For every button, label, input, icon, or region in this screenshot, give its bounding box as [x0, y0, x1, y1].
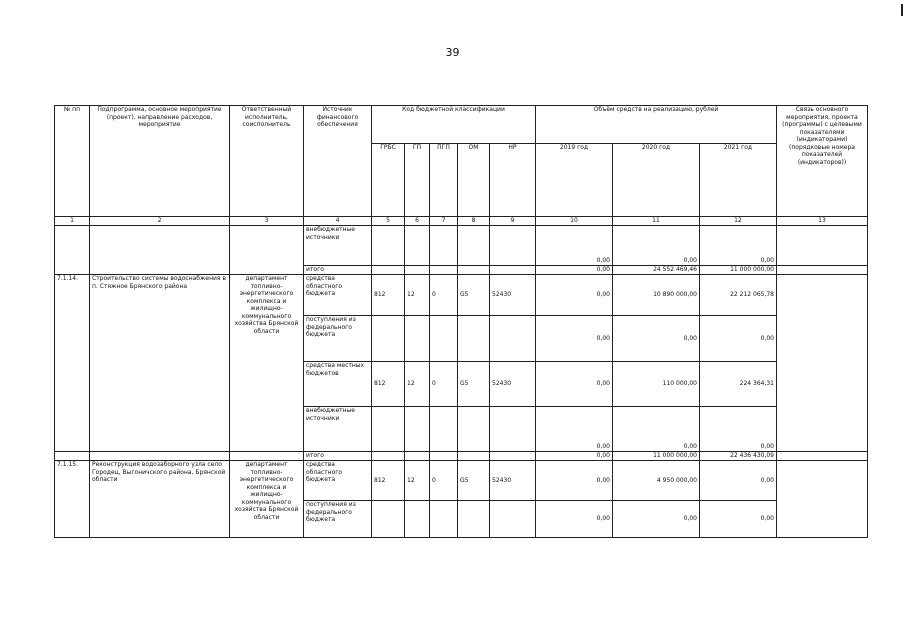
gp-cell: 12 [405, 275, 430, 316]
empty-cell [55, 452, 90, 461]
empty-cell [430, 266, 458, 275]
nr-cell: 52430 [490, 275, 536, 316]
header-source: Источник финансового обеспечения [304, 106, 372, 217]
item-executor: департамент топливно-энергетического комплекса и жилищно-коммунального хозяйства Брянской области [230, 461, 304, 538]
pgp-cell [430, 407, 458, 452]
pgp-cell: 0 [430, 275, 458, 316]
total-2019: 0,00 [536, 266, 613, 275]
empty-cell [405, 226, 430, 266]
value-2019: 0,00 [536, 362, 613, 407]
header-subprogram: Подпрограмма, основное мероприятие (проект), направление расходов, мероприятие [90, 106, 230, 217]
column-number: 5 [372, 217, 405, 226]
gp-cell: 12 [405, 362, 430, 407]
gp-cell [405, 316, 430, 362]
header-link: Связь основного мероприятия, проекта (программы) с целевыми показателями (индикаторами) (порядковые номера показателей (индикаторов)) [777, 106, 868, 217]
table-row [55, 275, 868, 316]
empty-cell [90, 452, 230, 461]
grbs-cell [372, 407, 405, 452]
total-2021: 11 000 000,00 [700, 266, 777, 275]
header-grbs: ГРБС [372, 144, 405, 217]
value-2020: 10 890 000,00 [613, 275, 700, 316]
value-2020: 0,00 [613, 501, 700, 538]
table-row [55, 226, 868, 266]
column-number: 9 [490, 217, 536, 226]
om-cell [458, 501, 490, 538]
header-row-1 [55, 106, 868, 144]
header-executor: Ответственный исполнитель, соисполнитель [230, 106, 304, 217]
header-2021: 2021 год [700, 144, 777, 217]
empty-cell [458, 452, 490, 461]
column-number-row [55, 217, 868, 226]
header-om: ОМ [458, 144, 490, 217]
total-2021: 22 436 430,09 [700, 452, 777, 461]
value-2019: 0,00 [536, 275, 613, 316]
item-name: Строительство системы водоснабжения в п. Стяжное Брянского района [90, 275, 230, 452]
om-cell: G5 [458, 275, 490, 316]
empty-cell [405, 452, 430, 461]
grbs-cell [372, 501, 405, 538]
value-2021: 0,00 [700, 226, 777, 266]
source-cell: средства областного бюджета [304, 461, 372, 501]
value-2021: 0,00 [700, 501, 777, 538]
value-2021: 0,00 [700, 461, 777, 501]
value-2020: 110 000,00 [613, 362, 700, 407]
empty-cell [430, 226, 458, 266]
pgp-cell [430, 501, 458, 538]
empty-cell [372, 226, 405, 266]
column-number: 7 [430, 217, 458, 226]
value-2019: 0,00 [536, 461, 613, 501]
column-number: 6 [405, 217, 430, 226]
empty-cell [430, 452, 458, 461]
empty-cell [55, 226, 90, 275]
pgp-cell: 0 [430, 362, 458, 407]
value-2019: 0,00 [536, 226, 613, 266]
pgp-cell: 0 [430, 461, 458, 501]
grbs-cell [372, 316, 405, 362]
total-2020: 11 000 000,00 [613, 452, 700, 461]
empty-cell [90, 226, 230, 275]
nr-cell [490, 407, 536, 452]
om-cell: G5 [458, 362, 490, 407]
edge-mark [901, 4, 903, 16]
value-2021: 224 364,31 [700, 362, 777, 407]
source-cell: поступления из федерального бюджета [304, 316, 372, 362]
item-number: 7.1.15. [55, 461, 90, 538]
total-row [55, 452, 868, 461]
total-label: итого [304, 266, 372, 275]
empty-cell [458, 266, 490, 275]
header-num: № пп [55, 106, 90, 217]
om-cell [458, 407, 490, 452]
column-number: 1 [55, 217, 90, 226]
om-cell: G5 [458, 461, 490, 501]
om-cell [458, 316, 490, 362]
empty-cell [777, 461, 868, 538]
source-cell: внебюджетные источники [304, 226, 372, 266]
column-number: 12 [700, 217, 777, 226]
nr-cell [490, 316, 536, 362]
value-2019: 0,00 [536, 407, 613, 452]
value-2021: 22 212 065,78 [700, 275, 777, 316]
value-2021: 0,00 [700, 316, 777, 362]
value-2020: 0,00 [613, 226, 700, 266]
column-number: 8 [458, 217, 490, 226]
empty-cell [777, 275, 868, 452]
column-number: 4 [304, 217, 372, 226]
empty-cell [230, 226, 304, 275]
gp-cell [405, 501, 430, 538]
nr-cell: 52430 [490, 362, 536, 407]
empty-cell [490, 226, 536, 266]
column-number: 10 [536, 217, 613, 226]
budget-table [54, 105, 868, 538]
grbs-cell: 812 [372, 275, 405, 316]
empty-cell [777, 452, 868, 461]
empty-cell [777, 266, 868, 275]
grbs-cell: 812 [372, 362, 405, 407]
header-nr: НР [490, 144, 536, 217]
grbs-cell: 812 [372, 461, 405, 501]
source-cell: средства местных бюджетов [304, 362, 372, 407]
total-label: итого [304, 452, 372, 461]
empty-cell [490, 266, 536, 275]
item-executor: департамент топливно-энергетического комплекса и жилищно-коммунального хозяйства Брянской области [230, 275, 304, 452]
value-2020: 0,00 [613, 407, 700, 452]
source-cell: внебюджетные источники [304, 407, 372, 452]
source-cell: поступления из федерального бюджета [304, 501, 372, 538]
empty-cell [230, 452, 304, 461]
header-2020: 2020 год [613, 144, 700, 217]
gp-cell: 12 [405, 461, 430, 501]
empty-cell [458, 226, 490, 266]
value-2021: 0,00 [700, 407, 777, 452]
header-budget-code: Код бюджетной классификации [372, 106, 536, 144]
pgp-cell [430, 316, 458, 362]
column-number: 2 [90, 217, 230, 226]
value-2020: 4 950 000,00 [613, 461, 700, 501]
empty-cell [405, 266, 430, 275]
page-number: 39 [445, 46, 460, 59]
gp-cell [405, 407, 430, 452]
column-number: 13 [777, 217, 868, 226]
item-number: 7.1.14. [55, 275, 90, 452]
source-cell: средства областного бюджета [304, 275, 372, 316]
value-2019: 0,00 [536, 316, 613, 362]
column-number: 11 [613, 217, 700, 226]
header-gp: ГП [405, 144, 430, 217]
value-2020: 0,00 [613, 316, 700, 362]
value-2019: 0,00 [536, 501, 613, 538]
header-2019: 2019 год [536, 144, 613, 217]
header-pgp: ПГП [430, 144, 458, 217]
nr-cell: 52430 [490, 461, 536, 501]
table-row [55, 461, 868, 501]
column-number: 3 [230, 217, 304, 226]
empty-cell [372, 266, 405, 275]
item-name: Реконструкция водозаборного узла село Городец, Выгоничского района, Брянской области [90, 461, 230, 538]
empty-cell [490, 452, 536, 461]
header-volume: Объём средств на реализацию, рублей [536, 106, 777, 144]
total-2020: 24 552 469,46 [613, 266, 700, 275]
nr-cell [490, 501, 536, 538]
empty-cell [372, 452, 405, 461]
empty-cell [777, 226, 868, 266]
total-2019: 0,00 [536, 452, 613, 461]
